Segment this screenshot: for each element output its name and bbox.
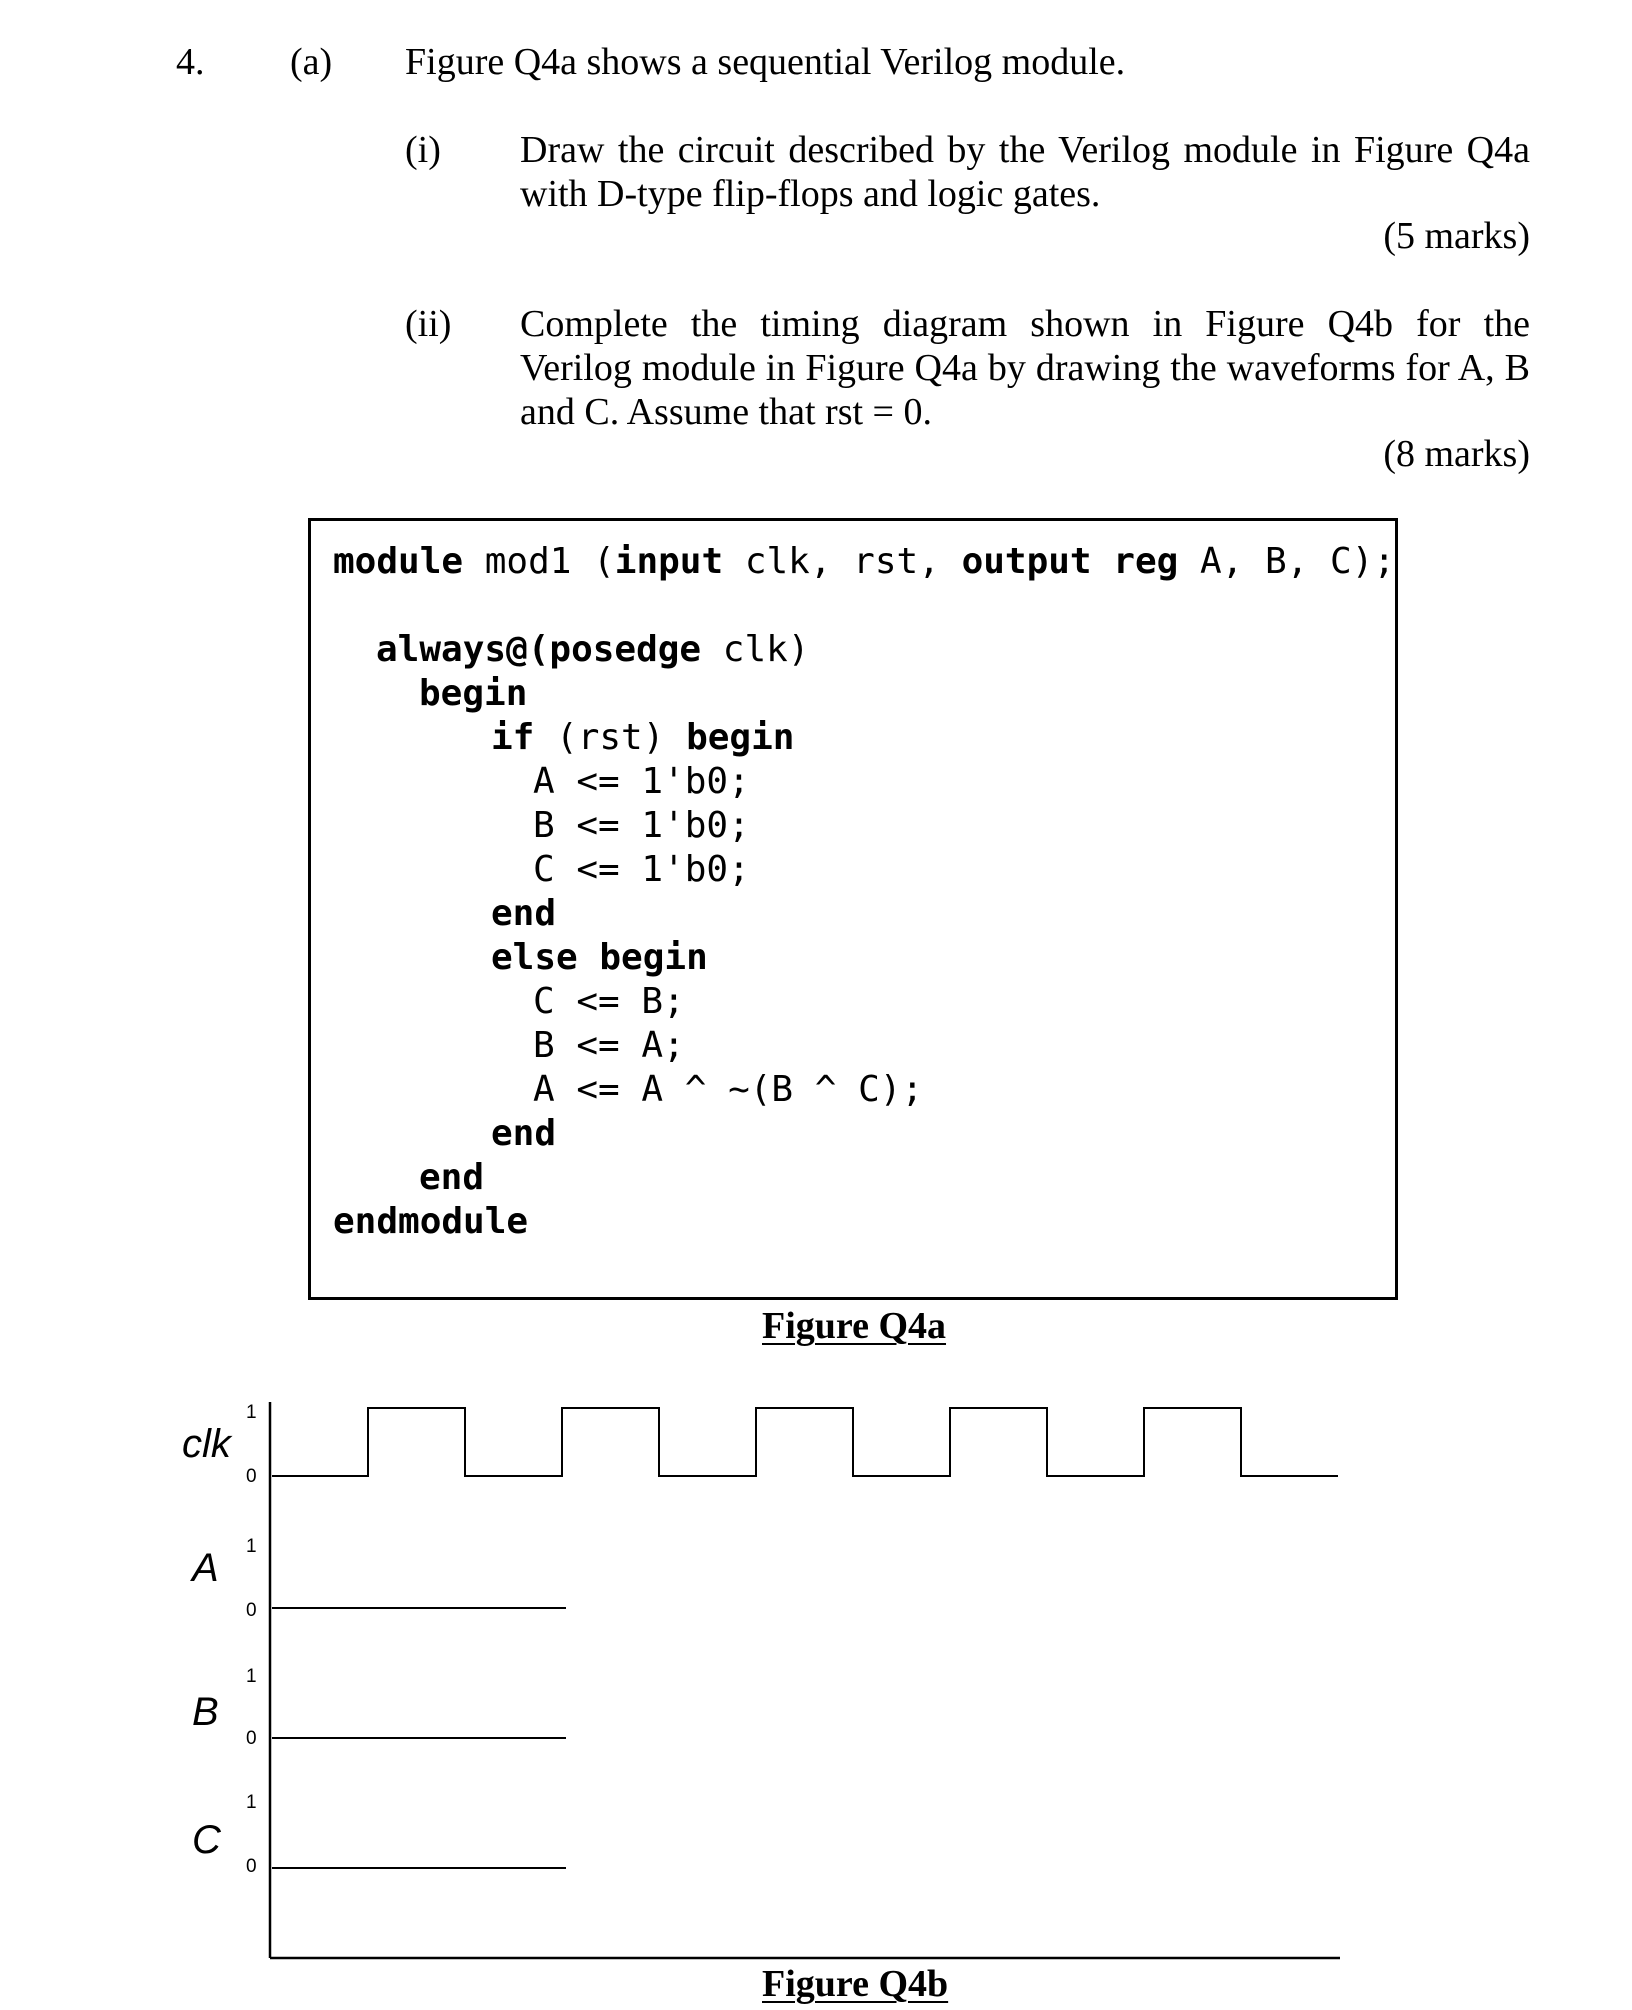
code-line-7: C <= 1'b0; [533, 849, 750, 890]
item-ii-label: (ii) [405, 303, 452, 345]
item-ii-marks: (8 marks) [1383, 433, 1530, 475]
code-line-11: B <= A; [533, 1025, 685, 1066]
part-label: (a) [290, 41, 333, 83]
code-line-9: else begin [491, 937, 708, 978]
code-line-12: A <= A ^ ~(B ^ C); [533, 1069, 924, 1110]
code-line-6: B <= 1'b0; [533, 805, 750, 846]
signal-label-a: A [192, 1546, 219, 1590]
clk-high-label: 1 [246, 1402, 257, 1423]
b-low-label: 0 [246, 1728, 257, 1749]
item-i-label: (i) [405, 129, 441, 171]
b-high-label: 1 [246, 1666, 257, 1687]
code-line-15: endmodule [333, 1201, 529, 1242]
item-ii-line-3: and C. Assume that rst = 0. [520, 391, 932, 433]
signal-label-b: B [192, 1690, 219, 1734]
code-line-4: if (rst) begin [491, 717, 795, 758]
item-i-line-2: with D-type flip-flops and logic gates. [520, 173, 1101, 215]
question-intro: Figure Q4a shows a sequential Verilog module. [405, 41, 1126, 83]
code-line-3: begin [419, 673, 528, 714]
code-line-2: always@(posedge clk) [376, 629, 810, 670]
figure-q4b-caption: Figure Q4b [762, 1963, 949, 2005]
question-number: 4. [176, 41, 205, 83]
a-low-label: 0 [246, 1600, 257, 1621]
a-high-label: 1 [246, 1536, 257, 1557]
clk-low-label: 0 [246, 1466, 257, 1487]
signal-label-clk: clk [182, 1422, 231, 1466]
code-line-1: module mod1 (input clk, rst, output reg A, B, C); [333, 541, 1396, 582]
clk-waveform [272, 1408, 1338, 1476]
code-line-14: end [419, 1157, 485, 1198]
item-i-line-1: Draw the circuit described by the Verilog module in Figure Q4a [520, 129, 1530, 171]
item-i-marks: (5 marks) [1383, 215, 1530, 257]
item-ii-line-2: Verilog module in Figure Q4a by drawing the waveforms for A, B [520, 347, 1530, 389]
c-high-label: 1 [246, 1792, 257, 1813]
c-low-label: 0 [246, 1856, 257, 1877]
figure-q4a-caption: Figure Q4a [762, 1305, 947, 1347]
code-line-10: C <= B; [533, 981, 685, 1022]
code-line-5: A <= 1'b0; [533, 761, 750, 802]
code-line-8: end [491, 893, 557, 934]
signal-label-c: C [192, 1818, 221, 1862]
item-ii-line-1: Complete the timing diagram shown in Figure Q4b for the [520, 303, 1530, 345]
code-line-13: end [491, 1113, 557, 1154]
